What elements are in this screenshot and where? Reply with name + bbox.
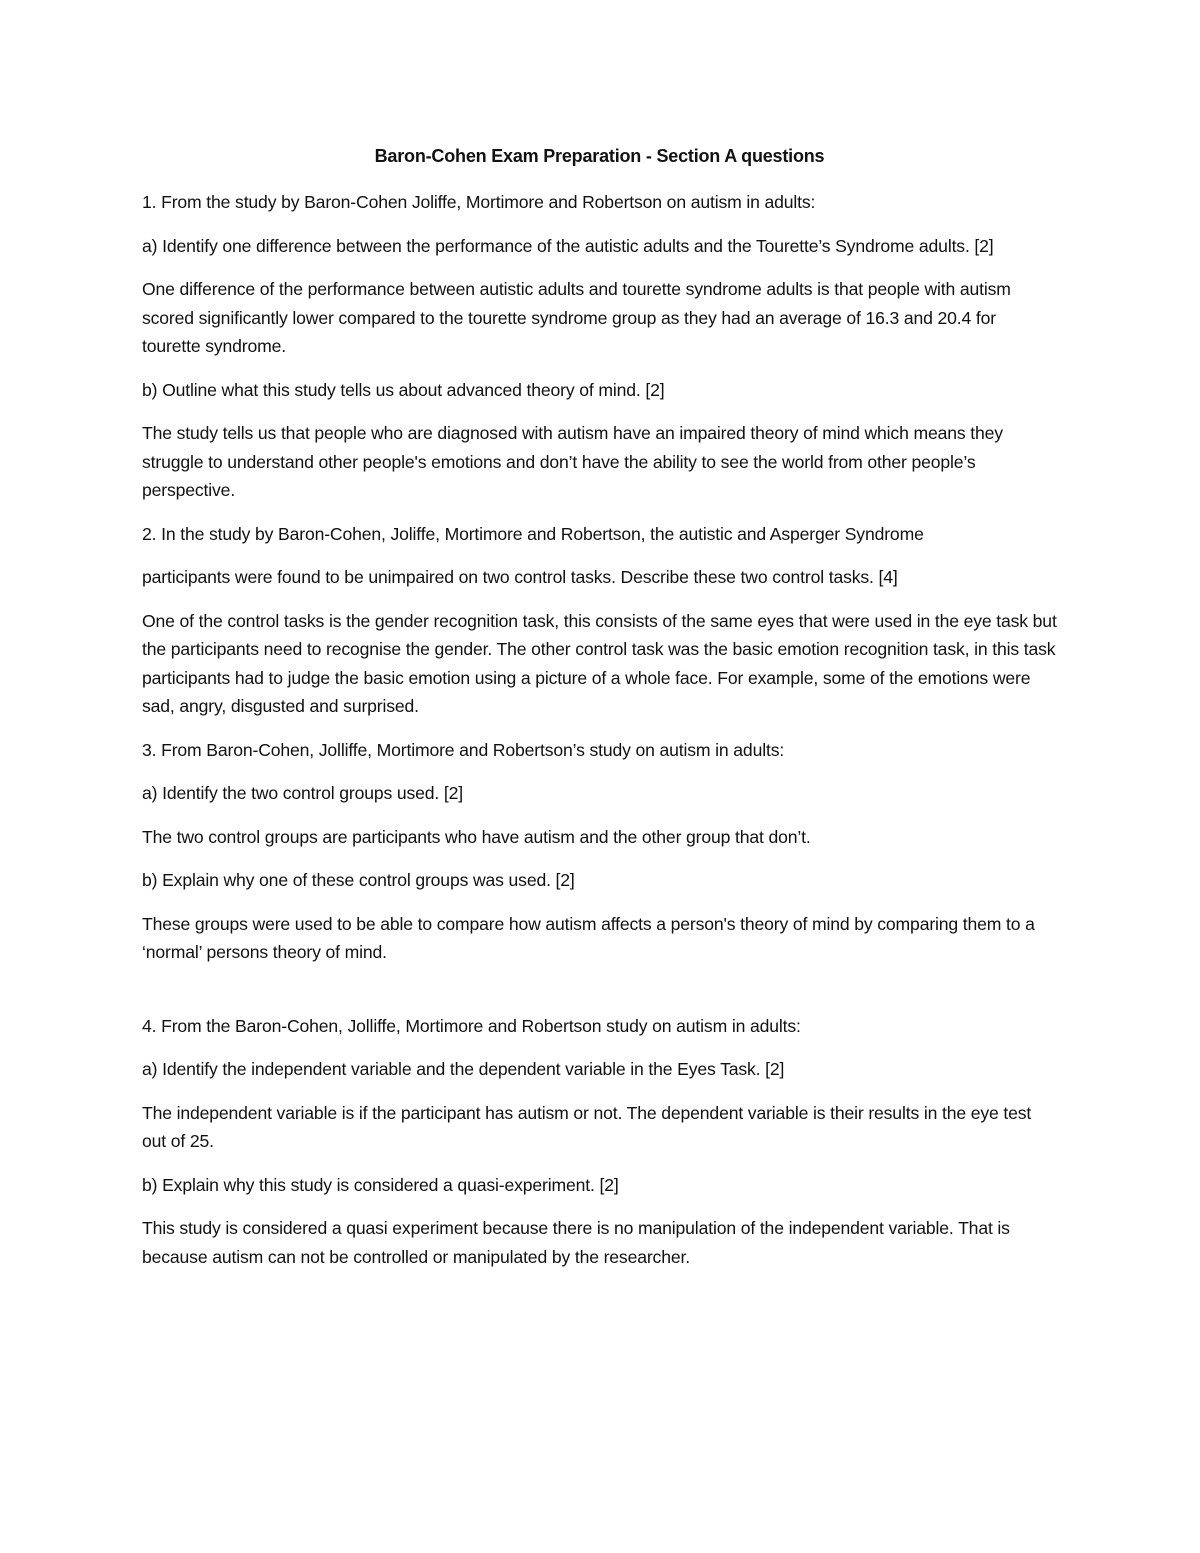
question-1a: a) Identify one difference between the performance of the autistic adults and the Tourette’s Syndrome adults. [2] [142, 235, 994, 256]
question-4a: a) Identify the independent variable and the dependent variable in the Eyes Task. [2] [142, 1059, 785, 1079]
answer-3a: The two control groups are participants who have autism and the other group that don’t. [142, 826, 811, 847]
document-title: Baron-Cohen Exam Preparation - Section A questions [374, 146, 825, 166]
question-2: participants were found to be unimpaired on two control tasks. Describe these two control tasks. [4] [142, 567, 898, 587]
question-1-intro: 1. From the study by Baron-Cohen Joliffe, Mortimore and Robertson on autism in adults: [142, 192, 816, 212]
question-3a: a) Identify the two control groups used. [2] [142, 783, 464, 803]
answer-4b: This study is considered a quasi experiment because there is no manipulation of the independent variable. That is because autism can not be controlled or manipulated by the researcher. [142, 1218, 1010, 1267]
question-3b: b) Explain why one of these control groups was used. [2] [142, 870, 575, 890]
question-4b: b) Explain why this study is considered a quasi-experiment. [2] [142, 1174, 619, 1195]
question-4-intro: 4. From the Baron-Cohen, Jolliffe, Mortimore and Robertson study on autism in adults: [142, 1015, 801, 1036]
question-3-intro: 3. From Baron-Cohen, Jolliffe, Mortimore and Robertson’s study on autism in adults: [142, 739, 785, 760]
answer-3b: These groups were used to be able to compare how autism affects a person's theory of mind by comparing them to a ‘normal’ persons theory of mind. [142, 913, 1035, 962]
answer-4a: The independent variable is if the participant has autism or not. The dependent variable is their results in the eye test out of 25. [142, 1102, 1032, 1151]
answer-2: One of the control tasks is the gender recognition task, this consists of the same eyes that were used in the eye task but the participants need to recognise the gender. The other control task was the basic emotion recognition task, in this task participants had to judge the basic emotion using a picture of a whole face. For example, some of the emotions were sad, angry, disgusted and surprised. [142, 610, 1057, 716]
answer-1b: The study tells us that people who are diagnosed with autism have an impaired theory of mind which means they struggle to understand other people's emotions and don’t have the ability to see the world from other people’s perspective. [142, 423, 1003, 500]
question-1b: b) Outline what this study tells us about advanced theory of mind. [2] [142, 379, 665, 400]
question-2-intro: 2. In the study by Baron-Cohen, Joliffe, Mortimore and Robertson, the autistic and Asperger Syndrome [142, 523, 924, 544]
answer-1a: One difference of the performance between autistic adults and tourette syndrome adults is that people with autism scored significantly lower compared to the tourette syndrome group as they had an average of 16.3 and 20.4 for tourette syndrome. [142, 279, 1011, 356]
blank-line [142, 982, 1057, 1012]
document-body [142, 143, 1057, 1286]
